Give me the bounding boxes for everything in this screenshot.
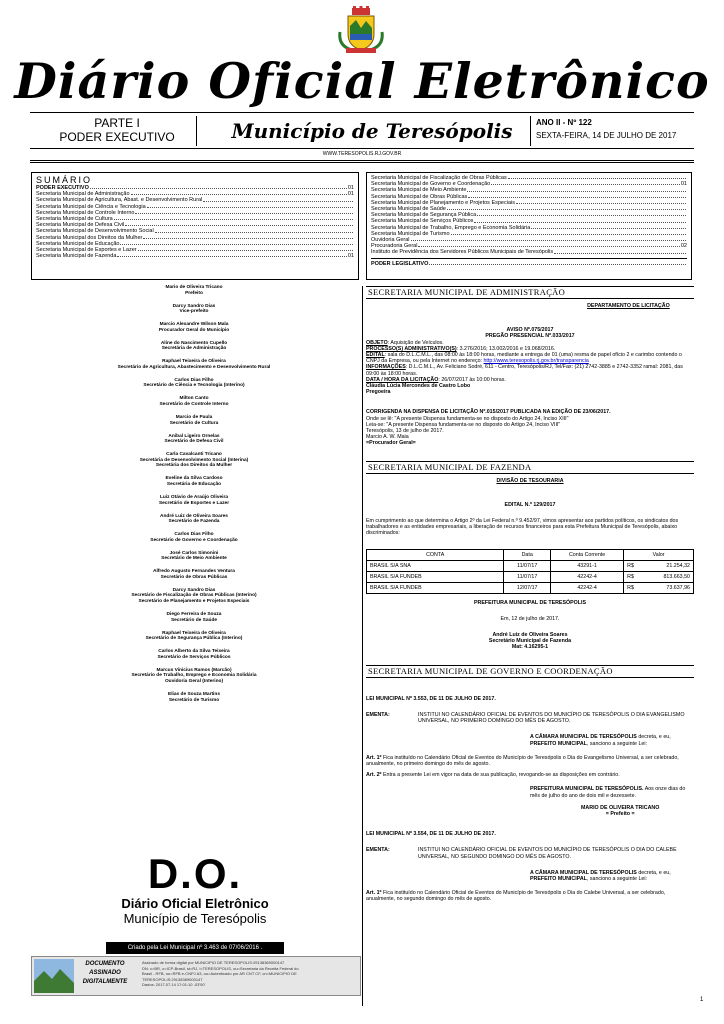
corrigenda-onde: Onde se lê: "A presente Dispensa fundamenta-se no disposto do Artigo 24, Inciso XIII" bbox=[366, 415, 569, 422]
mayor-name: MARIO DE OLIVEIRA TRICANO bbox=[581, 804, 660, 811]
header-divider bbox=[196, 116, 197, 146]
summary-title: SUMÁRIO bbox=[36, 175, 93, 185]
official-name: Carlos Dias Filho bbox=[174, 532, 214, 538]
official-entry bbox=[30, 378, 358, 389]
adm-date: DATA / HORA DA LICITAÇÃO: 26/07/2017 às 10:00 horas. bbox=[366, 376, 506, 383]
official-role: Secretário de Governo e Coordenação bbox=[150, 537, 238, 543]
do-title: Diário Oficial Eletrônico bbox=[121, 896, 269, 911]
summary-box bbox=[31, 172, 359, 280]
official-role: Procurador Geral do Município bbox=[158, 327, 230, 333]
summary-item[interactable]: Secretaria Municipal de Obras Públicas bbox=[371, 194, 687, 200]
official-role: Secretária de Desenvolvimento Social (Interina) Secretária dos Direitos da Mulher bbox=[139, 457, 249, 469]
official-entry bbox=[30, 649, 358, 660]
summary-item[interactable]: Secretaria Municipal de Turismo bbox=[371, 231, 687, 237]
summary-item[interactable]: Secretaria Municipal de Ciência e Tecnologia bbox=[36, 204, 354, 210]
summary-item[interactable]: Secretaria Municipal de Fazenda 01 bbox=[36, 253, 354, 260]
official-entry bbox=[30, 285, 358, 296]
corrigenda-title: CORRIGENDA NA DISPENSA DE LICITAÇÃO Nº.015/2017 PUBLICADA NA EDIÇÃO DE 23/06/2017. bbox=[366, 409, 611, 416]
corrigenda-place: Teresópolis, 13 de julho de 2017. bbox=[366, 428, 444, 435]
summary-item[interactable]: Secretaria Municipal de Agricultura, Abast. e Desenvolvimento Rural bbox=[36, 197, 354, 203]
summary-list-right bbox=[371, 175, 687, 256]
summary-item[interactable]: Secretaria Municipal dos Direitos da Mulher bbox=[36, 235, 354, 241]
official-entry bbox=[30, 612, 358, 623]
signer-registration: Mat: 4.16295-1 bbox=[511, 644, 549, 651]
signature-label: DOCUMENTO ASSINADO DIGITALMENTE bbox=[82, 961, 128, 985]
municipality-title: Município de Teresópolis bbox=[231, 119, 513, 143]
law-preamble: A CÂMARA MUNICIPAL DE TERESÓPOLIS decreta, e eu, PREFEITO MUNICIPAL, sanciono a seguinte Lei: bbox=[530, 734, 671, 747]
signature-line: Assinado de forma digital por MUNICIPIO DE TERESOPOLIS:29138369000147 bbox=[142, 960, 285, 965]
summary-item[interactable]: Secretaria Municipal de Desenvolvimento Social bbox=[36, 228, 354, 234]
pref-name: PREFEITURA MUNICIPAL DE TERESÓPOLIS bbox=[473, 599, 587, 606]
official-name: Diego Ferreira de Souza bbox=[166, 612, 222, 618]
official-entry bbox=[30, 588, 358, 605]
summary-item[interactable]: Secretaria Municipal de Fiscalização de Obras Públicas bbox=[371, 175, 687, 181]
official-entry bbox=[30, 692, 358, 703]
official-role: Secretário de Serviços Públicos bbox=[157, 654, 231, 660]
summary-item[interactable]: Procuradoria Geral 02 bbox=[371, 243, 687, 250]
official-role: Secretário de Controle Interno bbox=[159, 402, 229, 408]
official-role: Secretário de Agricultura, Abastecimento e Desenvolvimento Rural bbox=[117, 364, 271, 370]
summary-item[interactable]: Secretaria Municipal de Administração 01 bbox=[36, 191, 354, 198]
division-heading: DIVISÃO DE TESOURARIA bbox=[496, 477, 564, 484]
summary-item[interactable]: Secretaria Municipal de Serviços Públicos bbox=[371, 218, 687, 224]
summary-item[interactable]: PODER EXECUTIVO 01 bbox=[36, 185, 354, 191]
law-article-1: Art. 1º Fica instituído no Calendário Oficial de Eventos do Município de Teresópolis o Dia do Calebe Universal, a ser celebrado, anualmente, no segundo domingo do mês de agosto. bbox=[366, 890, 666, 903]
edition-info: ANO II - Nº 122 SEXTA-FEIRA, 14 DE JULHO DE 2017 bbox=[536, 118, 677, 140]
summary-legislative[interactable]: PODER LEGISLATIVO bbox=[371, 258, 687, 267]
newspaper-title: Diário Oficial Eletrônico bbox=[14, 52, 710, 110]
column-divider bbox=[362, 286, 363, 1006]
official-name: Luiz Otávio de Araújo Oliveira bbox=[159, 494, 229, 500]
official-name: Marcus Vinicius Ramos (Marcão) bbox=[156, 667, 232, 673]
official-role: Secretária de Administração bbox=[161, 346, 227, 352]
signer-name: Cláudia Lúcia Mercondes de Castro Lobo bbox=[366, 383, 471, 390]
do-municipality: Município de Teresópolis bbox=[123, 911, 267, 926]
section-heading: SECRETARIA MUNICIPAL DE FAZENDA bbox=[366, 461, 694, 474]
official-role: Secretário de Segurança Pública (Interino) bbox=[145, 636, 243, 642]
official-role: Secretário de Obras Públicas bbox=[160, 574, 228, 580]
official-name: Elias de Souza Martins bbox=[168, 691, 220, 697]
officials-list bbox=[30, 285, 358, 711]
pregao-number: PREGÃO PRESENCIAL Nº.033/2017 bbox=[485, 333, 575, 340]
official-name: Carla Cavalcanti Tricano bbox=[166, 452, 222, 458]
official-role: Secretário de Ciência e Tecnologia (Interino) bbox=[143, 383, 245, 389]
summary-list-left bbox=[36, 185, 354, 259]
summary-item[interactable]: Secretaria Municipal de Saúde bbox=[371, 206, 687, 212]
signature-details bbox=[142, 960, 358, 988]
official-role: Secretário de Esportes e Lazer bbox=[158, 500, 230, 506]
summary-item[interactable]: Ouvidoria Geral bbox=[371, 237, 687, 243]
signature-line: Brasil - RFB, ou=RFB e-CNPJ A3, ou=Autenticado por AR CNT CF, cn=MUNICIPIO DE bbox=[142, 971, 297, 976]
corrigenda-leia: Leia-se: "A presente Dispensa fundamenta-se no disposto do Artigo 24, Inciso VIII" bbox=[366, 421, 561, 428]
date-line: Em, 12 de julho de 2017. bbox=[500, 615, 560, 622]
official-entry bbox=[30, 341, 358, 352]
summary-item[interactable]: Secretaria Municipal de Defesa Civil bbox=[36, 222, 354, 228]
edital-text: Em cumprimento ao que determina o Artigo 2º da Lei Federal n.º 9.452/97, vimos apresentar aos partidos políticos, os sindicatos dos trabalhadores e as entidades empresariais, a liberação de recursos financeiros para esta Prefeitura Municipal de Teresópolis, abaixo discriminados: bbox=[366, 518, 679, 537]
header-divider bbox=[530, 116, 531, 146]
adm-object: OBJETO: Aquisição de Veículos. bbox=[366, 339, 444, 346]
page-number: 1 bbox=[700, 997, 704, 1003]
official-entry bbox=[30, 396, 358, 407]
official-role: Secretário de Cultura bbox=[169, 420, 219, 426]
official-entry bbox=[30, 532, 358, 543]
signature-line: TERESOPOLIS:29138369000147 bbox=[142, 976, 203, 982]
official-entry bbox=[30, 476, 358, 487]
law-title: LEI MUNICIPAL Nº 3.554, DE 11 DE JULHO DE 2017. bbox=[366, 831, 496, 838]
official-name: José Carlos Simonini bbox=[169, 550, 219, 556]
table-row: BRASIL S/A FUNDEB 11/07/17 42242-4 R$ 813.663,50 bbox=[367, 571, 694, 582]
official-entry bbox=[30, 322, 358, 333]
official-role: Secretário de Saúde bbox=[170, 617, 218, 623]
main-content bbox=[366, 286, 694, 903]
do-box bbox=[31, 852, 359, 942]
official-role: Secretário de Trabalho, Emprego e Economia Solidária Ouvidoria Geral (Interino) bbox=[131, 673, 257, 684]
signature-landscape-icon bbox=[34, 959, 74, 993]
signer-role: Pregoeira bbox=[366, 389, 391, 396]
official-name: Marcio de Paula bbox=[175, 415, 213, 421]
official-name: Milton Canto bbox=[179, 396, 209, 402]
summary-item[interactable]: Secretaria Municipal de Segurança Pública bbox=[371, 212, 687, 218]
official-name: Raphael Teixeira de Oliveira bbox=[162, 630, 226, 636]
adm-process: PROCESSO(S) ADMINISTRATIVO(S): 3.276/2016; 13.002/2016 e 19.068/2016. bbox=[366, 345, 556, 352]
mayor-role: = Prefeito = bbox=[605, 810, 635, 817]
official-entry bbox=[30, 452, 358, 469]
transparency-link[interactable]: http://www.teresopolis.rj.gov.br/transparencia bbox=[483, 358, 589, 365]
table-row: BRASIL S/A FUNDEB 12/07/17 42242-4 R$ 73.637,96 bbox=[367, 582, 694, 593]
official-name: Aline do Nascimento Cupello bbox=[160, 340, 228, 346]
corrigenda-signer-role: =Procurador Geral= bbox=[366, 440, 416, 447]
official-entry bbox=[30, 668, 358, 685]
signer-role: Secretário Municipal de Fazenda bbox=[488, 638, 572, 645]
law-title: LEI MUNICIPAL Nº 3.553, DE 11 DE JULHO DE 2017. bbox=[366, 695, 496, 702]
aviso-number: AVISO Nº.075/2017 bbox=[506, 327, 554, 334]
official-entry bbox=[30, 569, 358, 580]
official-entry bbox=[30, 434, 358, 445]
law-closing: PREFEITURA MUNICIPAL DE TERESÓPOLIS. Aos onze dias do mês de julho do ano de dois mil e dezessete. bbox=[530, 786, 686, 799]
summary-item[interactable]: Secretaria Municipal de Esportes e Lazer bbox=[36, 247, 354, 253]
adm-info: INFORMAÇÕES: D.L.C.M.L., Av. Feliciano Sodré, 611 - Centro, Teresópolis/RJ, Tel/Fax: (21) 2742-3885 e 2742-3352 ramal: 2081, das 09:00 às 18:00 horas. bbox=[366, 364, 683, 377]
official-name: Carlos Alberto da Silva Teixeira bbox=[158, 649, 230, 655]
table-row: BRASIL S/A SNA 11/07/17 43291-1 R$ 21.254,32 bbox=[367, 560, 694, 571]
signature-line: DN: c=BR, o=ICP-Brasil, st=RJ, l=TERESOPOLIS, ou=Secretaria da Receita Federal do bbox=[142, 965, 299, 971]
section-heading: SECRETARIA MUNICIPAL DE ADMINISTRAÇÃO bbox=[366, 286, 694, 299]
official-entry bbox=[30, 415, 358, 426]
header-rule-double bbox=[30, 160, 694, 163]
official-name: André Luiz de Oliveira Soares bbox=[160, 513, 228, 519]
summary-item[interactable]: Secretaria Municipal de Governo e Coordenação 01 bbox=[371, 181, 687, 188]
official-role: Secretário de Fiscalização de Obras Públicas (Interino) Secretário de Planejamento e Projetos Especiais bbox=[131, 593, 257, 605]
law-article-1: Art. 1º Fica instituído no Calendário Oficial de Eventos do Município de Teresópolis o Dia do Evangelismo Universal, a ser celebrado, anualmente, no primeiro domingo do mês de agosto. bbox=[366, 754, 679, 767]
official-role: Secretário de Defesa Civil bbox=[164, 439, 224, 445]
official-entry bbox=[30, 359, 358, 370]
official-name: Mario de Oliveira Tricano bbox=[165, 285, 223, 290]
official-name: Alfredo Augusto Fernandes Ventura bbox=[153, 569, 235, 575]
official-name: Marcio Alexandre Wilson Mala bbox=[159, 322, 229, 328]
official-name: Carlos Dias Filho bbox=[174, 377, 214, 383]
law-ementa: EMENTA: INSTITUI NO CALENDÁRIO OFICIAL DE EVENTOS DO MUNICÍPIO DE TERESÓPOLIS O DIA DO CALEBE UNIVERSAL, NO SEGUNDO DOMINGO DO MÊS DE AGOSTO. bbox=[366, 847, 677, 860]
summary-item[interactable]: Secretaria Municipal de Trabalho, Emprego e Economia Solidária bbox=[371, 225, 687, 231]
section-heading: SECRETARIA MUNICIPAL DE GOVERNO E COORDENAÇÃO bbox=[366, 665, 694, 678]
summary-item[interactable]: Secretaria Municipal de Planejamento e Projetos Especiais bbox=[371, 200, 687, 206]
header-rule-bottom bbox=[30, 148, 694, 149]
official-name: Anibal Ligeiro Ornelas bbox=[168, 433, 220, 439]
summary-item[interactable]: Secretaria Municipal de Cultura bbox=[36, 216, 354, 222]
official-role: Prefeito bbox=[185, 290, 203, 296]
site-url[interactable]: WWW.TERESOPOLIS.RJ.GOV.BR bbox=[322, 151, 402, 157]
official-name: Raphael Teixeira de Oliveira bbox=[162, 359, 226, 365]
creation-law: Criado pela Lei Municipal nº 3.463 de 07/06/2016 . bbox=[106, 942, 284, 954]
summary-item[interactable]: Secretaria Municipal de Meio Ambiente bbox=[371, 187, 687, 193]
corrigenda-signer: Marcio A. W. Maia bbox=[366, 434, 409, 441]
official-entry bbox=[30, 304, 358, 315]
coat-of-arms-icon bbox=[338, 6, 384, 54]
official-entry bbox=[30, 551, 358, 562]
do-logo: D.O. bbox=[147, 850, 243, 897]
edital-number: EDITAL N.º 129/2017 bbox=[504, 501, 556, 508]
official-entry bbox=[30, 495, 358, 506]
official-role: Secretário de Fazenda bbox=[168, 519, 220, 525]
digital-signature bbox=[31, 956, 361, 996]
official-entry bbox=[30, 514, 358, 525]
official-role: Secretário de Meio Ambiente bbox=[161, 556, 227, 562]
adm-edital: EDITAL: sala do D.L.C.M.L., das 08:00 às 18:00 horas, mediante a entrega de 01 (uma) resma de papel ofício 2 e carimbo contendo o CNPJ da Empresa, ou pela Internet no endereço: http://www.teresopolis.rj.gov.br/transparencia bbox=[366, 352, 682, 365]
dept-heading: DEPARTAMENTO DE LICITAÇÃO bbox=[587, 303, 670, 309]
header-rule-top bbox=[30, 112, 694, 113]
official-name: Darcy Sandro Dias bbox=[172, 303, 216, 309]
law-preamble: A CÂMARA MUNICIPAL DE TERESÓPOLIS decreta, e eu, PREFEITO MUNICIPAL, sanciono a seguinte Lei: bbox=[530, 869, 671, 882]
summary-item[interactable]: Secretaria Municipal de Educação bbox=[36, 241, 354, 247]
law-article-2: Art. 2º Entra a presente Lei em vigor na data de sua publicação, revogando-se as disposições em contrário. bbox=[366, 772, 620, 779]
official-role: Secretário de Turismo bbox=[168, 697, 220, 703]
summary-box-right bbox=[366, 172, 692, 280]
funds-table: CONTA Data Conta Corrente Valor BRASIL S/A SNA 11/07/17 43291-1 R$ 21.254,32 BRASIL S/A FUNDEB 11/07/17 42242-4 R$ 813.663,50 BRASIL S/A FUNDEB 12/07/17 42242-4 R$ 73.637,96 bbox=[366, 549, 694, 594]
part-label: PARTE I PODER EXECUTIVO bbox=[59, 116, 175, 144]
official-entry bbox=[30, 631, 358, 642]
summary-item[interactable]: Secretaria Municipal de Controle Interno bbox=[36, 210, 354, 216]
law-ementa: EMENTA: INSTITUI NO CALENDÁRIO OFICIAL DE EVENTOS DO MUNICÍPIO DE TERESÓPOLIS O DIA EVANGELISMO UNIVERSAL, NO PRIMEIRO DOMINGO DO MÊS DE AGOSTO. bbox=[366, 711, 685, 725]
signature-line: Dados: 2017.07.14 17:01:10 -03'00' bbox=[142, 982, 206, 987]
official-role: Secretária de Educação bbox=[166, 481, 222, 487]
summary-item[interactable]: Instituto de Previdência dos Servidores Públicos Municipais de Teresópolis bbox=[371, 249, 687, 255]
official-role: Vice-prefeito bbox=[179, 309, 209, 315]
official-name: Eveline da Silva Cardoso bbox=[165, 476, 223, 482]
signer-name: André Luiz de Oliveira Soares bbox=[492, 632, 568, 639]
official-name: Darcy Sandro Dias bbox=[172, 587, 216, 593]
